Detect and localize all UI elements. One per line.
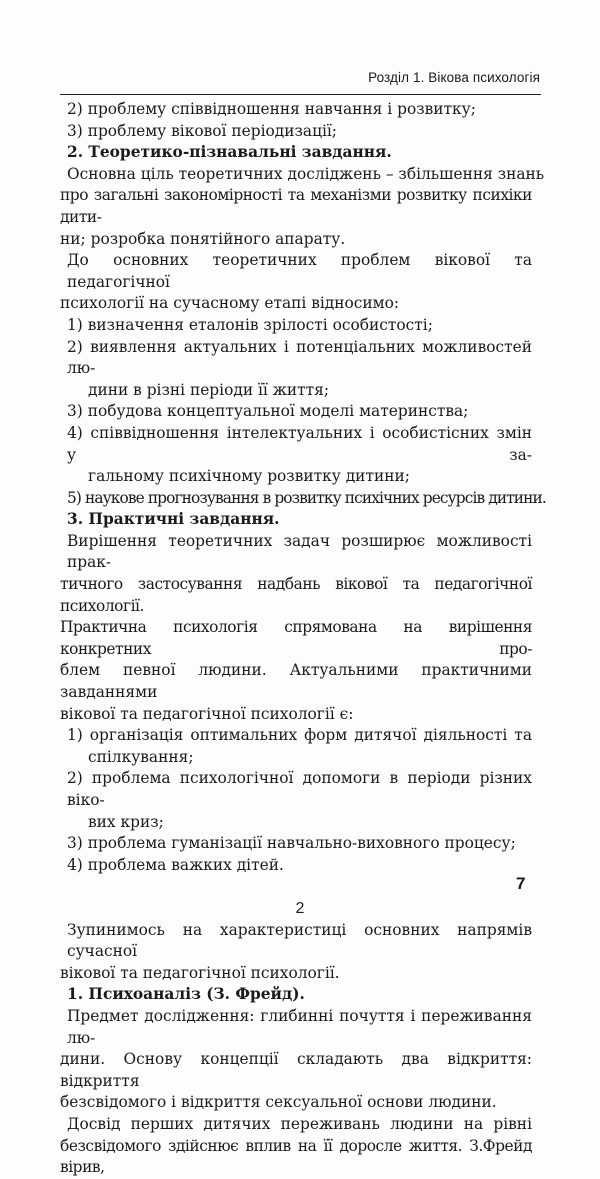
page-body (60, 99, 546, 1179)
paragraph-line: До основних теоретичних проблем вікової та педагогічної (67, 251, 532, 291)
paragraph-line: про загальні закономірності та механізми розвитку психіки дити- (60, 186, 532, 226)
paragraph-line: Зупинимось на характеристиці основних напрямів сучасної (67, 920, 532, 961)
list-item-continuation: гальному психічному розвитку дитини; (88, 467, 410, 486)
list-item: 1) визначення еталонів зрілості особистості; (67, 315, 433, 334)
paragraph-line: вікової та педагогічної психології. (60, 963, 340, 982)
paragraph-line: психології на сучасному етапі відносимо: (60, 294, 400, 313)
paragraph-line: безсвідомого і відкриття сексуальної основи людини. (60, 1093, 497, 1112)
section-number: 2 (295, 899, 305, 917)
list-item: 4) співвідношення інтелектуальних і особистісних змін у за- (67, 423, 532, 464)
list-item: 3) проблема гуманізації навчально-виховного процесу; (67, 834, 516, 853)
header-rule (60, 94, 541, 95)
list-item: 4) проблема важких дітей. (67, 855, 284, 874)
list-item: 3) побудова концептуальної моделі материнства; (67, 402, 469, 421)
list-item: 2) проблему співвідношення навчання і розвитку; (67, 100, 476, 118)
subsection-heading: 1. Психоаналіз (З. Фрейд). (67, 985, 305, 1004)
running-header: Розділ 1. Вікова психологія (368, 70, 540, 85)
list-item-continuation: спілкування; (88, 747, 194, 766)
paragraph-line: вікової та педагогічної психології є: (60, 704, 354, 723)
list-item: 5) наукове прогнозування в розвитку психічних ресурсів дитини. (67, 488, 546, 507)
spacer (60, 876, 532, 898)
list-item: 1) організація оптимальних форм дитячої діяльності та (67, 726, 532, 745)
page-number: 7 (516, 874, 526, 893)
paragraph-line: Основна ціль теоретичних досліджень – збільшення знань (67, 164, 545, 183)
list-item-continuation: вих криз; (88, 812, 164, 831)
paragraph-line: дини. Основу концепції складають два відкриття: відкриття (60, 1050, 532, 1090)
list-item: 2) виявлення актуальних і потенціальних можливостей лю- (67, 337, 532, 378)
paragraph-line: тичного застосування надбань вікової та педагогічної психології. (60, 575, 532, 615)
paragraph-line: ни; розробка понятійного апарату. (60, 229, 346, 248)
subsection-heading: 3. Практичні завдання. (67, 510, 280, 529)
paragraph-line: Вирішення теоретичних задач розширює можливості прак- (67, 531, 532, 572)
paragraph-line: Предмет дослідження: глибинні почуття і переживання лю- (67, 1006, 532, 1047)
list-item-continuation: дини в різні періоди її життя; (88, 380, 330, 399)
paragraph-line: Досвід перших дитячих переживань людини на рівні (67, 1114, 532, 1133)
paragraph-line: блем певної людини. Актуальними практичними завданнями (60, 661, 532, 702)
paragraph-line: безсвідомого здійснює вплив на її доросле життя. З.Фрейд вірив, (60, 1136, 532, 1177)
subsection-heading: 2. Теоретико-пізнавальні завдання. (67, 143, 392, 162)
list-item: 2) проблема психологічної допомоги в періоди різних віко- (67, 769, 532, 809)
list-item: 3) проблему вікової періодизації; (67, 121, 337, 140)
paragraph-line: Практична психологія спрямована на вирішення конкретних про- (60, 618, 532, 658)
